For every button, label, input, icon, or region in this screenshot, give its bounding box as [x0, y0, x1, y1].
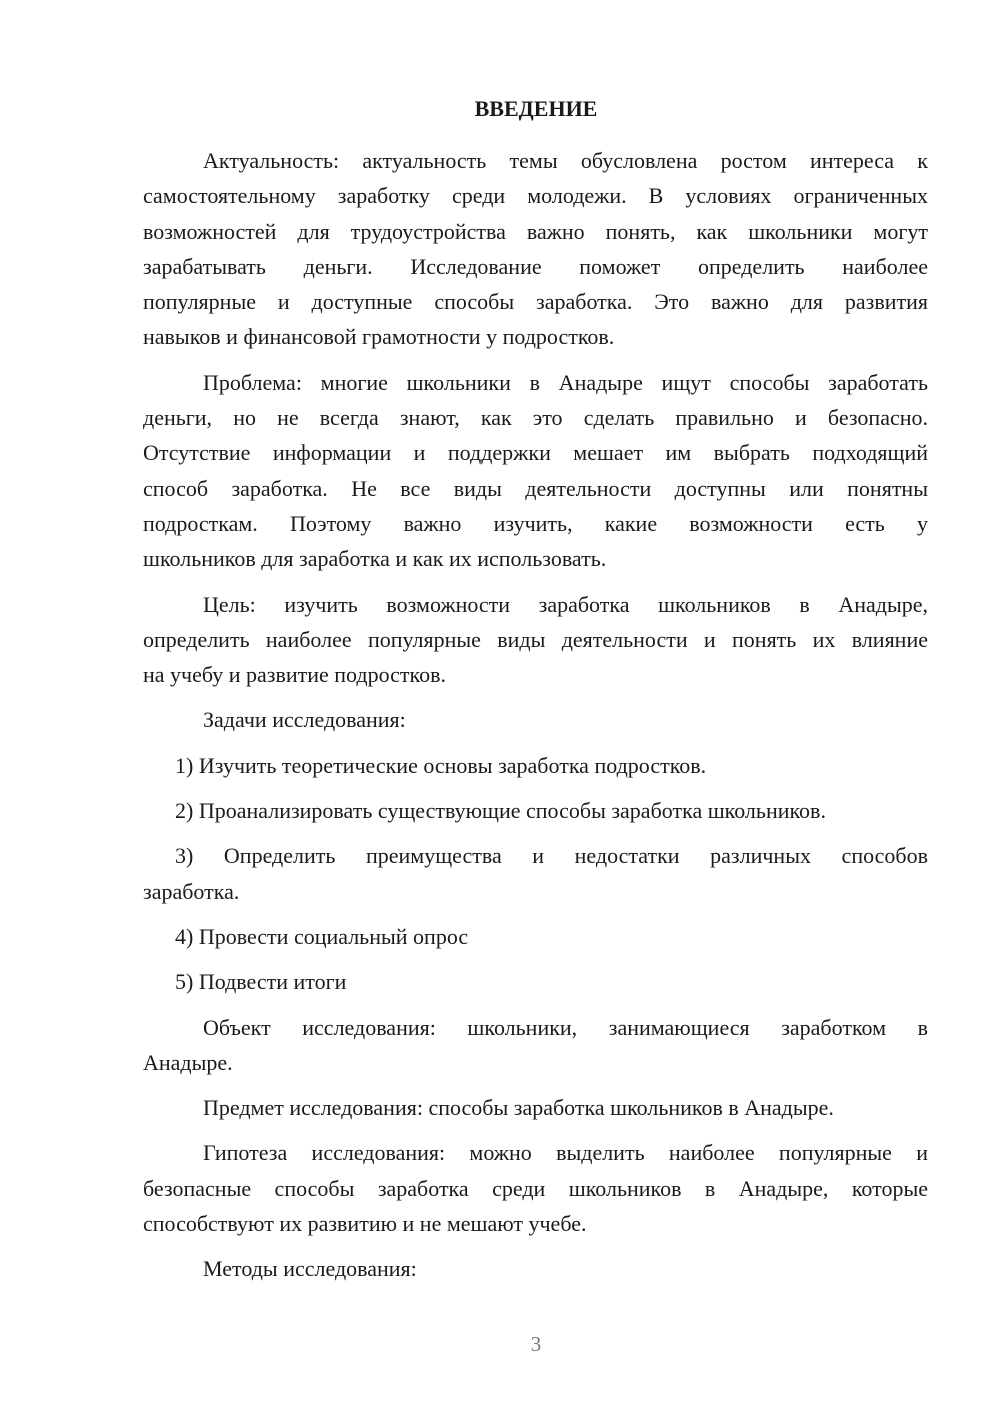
text-line: 2) Проанализировать существующие способы заработка школьников. [175, 798, 826, 824]
paragraph [143, 143, 928, 355]
paragraph [143, 838, 928, 909]
paragraph [143, 793, 928, 828]
text-line: 4) Провести социальный опрос [175, 923, 469, 949]
page-title: ВВЕДЕНИЕ [474, 96, 598, 121]
paragraph [143, 1251, 928, 1286]
text-line: 5) Подвести итоги [175, 969, 347, 995]
paragraph [143, 587, 928, 693]
paragraph [143, 1090, 928, 1125]
text-line: популярные и доступные способы заработка. Это важно для развития [143, 289, 928, 315]
paragraph [143, 919, 928, 954]
text-line: Задачи исследования: [203, 707, 406, 733]
text-line: способствуют их развитию и не мешают учебе. [143, 1211, 587, 1237]
page-number: 3 [530, 1332, 542, 1356]
text-line: определить наиболее популярные виды деятельности и понять их влияние [143, 626, 928, 652]
text-line: на учебу и развитие подростков. [143, 662, 446, 688]
text-line: 1) Изучить теоретические основы заработка подростков. [175, 752, 707, 778]
paragraph [143, 748, 928, 783]
text-line: Анадыре. [143, 1049, 233, 1075]
text-line: Отсутствие информации и поддержки мешает им выбрать подходящий [143, 440, 928, 466]
text-line: Актуальность: актуальность темы обусловлена ростом интереса к [203, 148, 928, 173]
text-line: подросткам. Поэтому важно изучить, какие возможности есть у [143, 510, 928, 536]
paragraph [143, 365, 928, 577]
text-line: самостоятельному заработку среди молодежи. В условиях ограниченных [143, 183, 928, 209]
paragraph [143, 964, 928, 999]
text-line: Гипотеза исследования: можно выделить наиболее популярные и [203, 1140, 928, 1166]
text-line: 3) Определить преимущества и недостатки различных способов [175, 843, 928, 869]
text-line: Проблема: многие школьники в Анадыре ищут способы заработать [203, 369, 928, 395]
text-line: школьников для заработка и как их использовать. [143, 546, 607, 572]
text-line: Предмет исследования: способы заработка школьников в Анадыре. [203, 1095, 834, 1121]
text-line: безопасные способы заработка среди школьников в Анадыре, которые [143, 1175, 928, 1201]
text-line: заработка. [143, 878, 240, 904]
paragraph [143, 1135, 928, 1241]
document-body [143, 143, 928, 1297]
text-line: Методы исследования: [203, 1256, 417, 1282]
text-line: зарабатывать деньги. Исследование поможет определить наиболее [143, 253, 928, 279]
text-line: деньги, но не всегда знают, как это сделать правильно и безопасно. [143, 405, 928, 431]
text-line: Цель: изучить возможности заработка школьников в Анадыре, [203, 591, 928, 617]
text-line: Объект исследования: школьники, занимающиеся заработком в [203, 1014, 928, 1040]
text-line: способ заработка. Не все виды деятельности доступны или понятны [143, 475, 928, 501]
paragraph [143, 1010, 928, 1081]
text-line: навыков и финансовой грамотности у подростков. [143, 324, 615, 350]
text-line: возможностей для трудоустройства важно понять, как школьники могут [143, 218, 928, 244]
paragraph [143, 702, 928, 737]
